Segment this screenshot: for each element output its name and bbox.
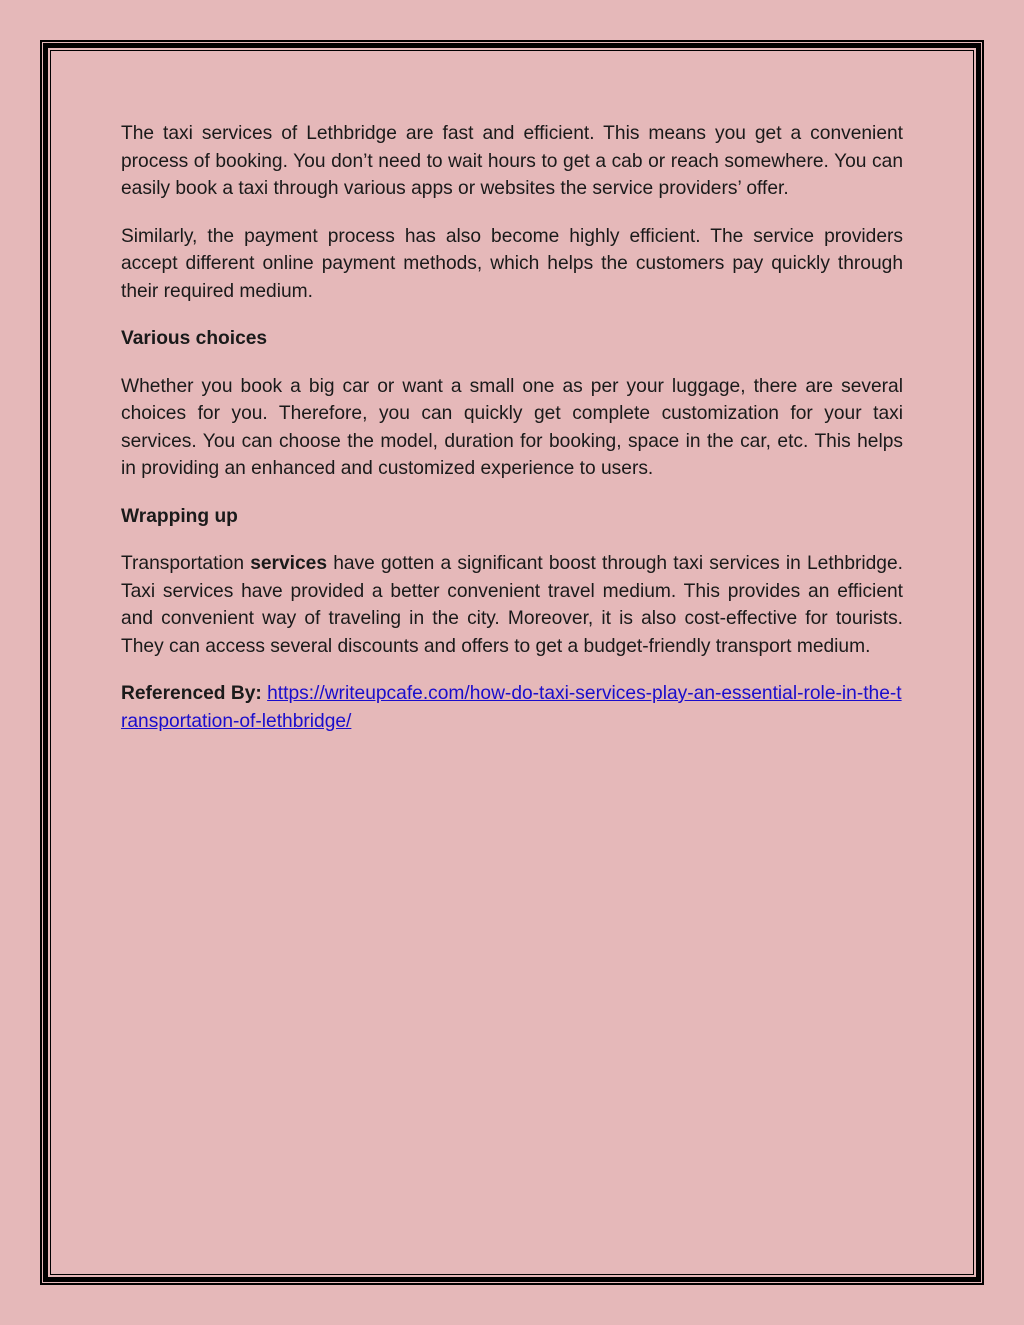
document-body (121, 120, 903, 755)
wrapping-lead-text: Transportation (121, 553, 251, 574)
reference-block (121, 680, 903, 735)
paragraph-payment: Similarly, the payment process has also become highly efficient. The service providers accept different online payment methods, which helps the customers pay quickly through their required medium. (121, 225, 903, 302)
paragraph-wrapping-up (121, 550, 903, 660)
heading-various-choices: Various choices (121, 328, 268, 349)
reference-line (121, 680, 903, 735)
heading-wrapping-up: Wrapping up (121, 505, 238, 527)
reference-label: Referenced By: (121, 683, 262, 704)
paragraph-various-choices: Whether you book a big car or want a small one as per your luggage, there are several choices for you. Therefore, you can quickly get complete customization for your taxi services. You can choose the model, duration for booking, space in the car, etc. This helps in providing an enhanced and customized experience to users. (121, 375, 903, 479)
wrapping-bold-word: services (250, 553, 328, 574)
wrapping-rest-text: have gotten a significant boost through taxi services in Lethbridge. Taxi services have provided a better convenient travel medium. This provides an efficient and convenient way of traveling in the city. Moreover, it is also cost-effective for tourists. They can access several discounts and offers to get a budget-friendly transport medium. (121, 553, 903, 657)
paragraph-intro: The taxi services of Lethbridge are fast and efficient. This means you get a convenient process of booking. You don’t need to wait hours to get a cab or reach somewhere. You can easily book a taxi through various apps or websites the service providers’ offer. (121, 123, 903, 199)
reference-link[interactable]: https://writeupcafe.com/how-do-taxi-services-play-an-essential-role-in-the-transportation-of-lethbridge/ (121, 683, 902, 732)
